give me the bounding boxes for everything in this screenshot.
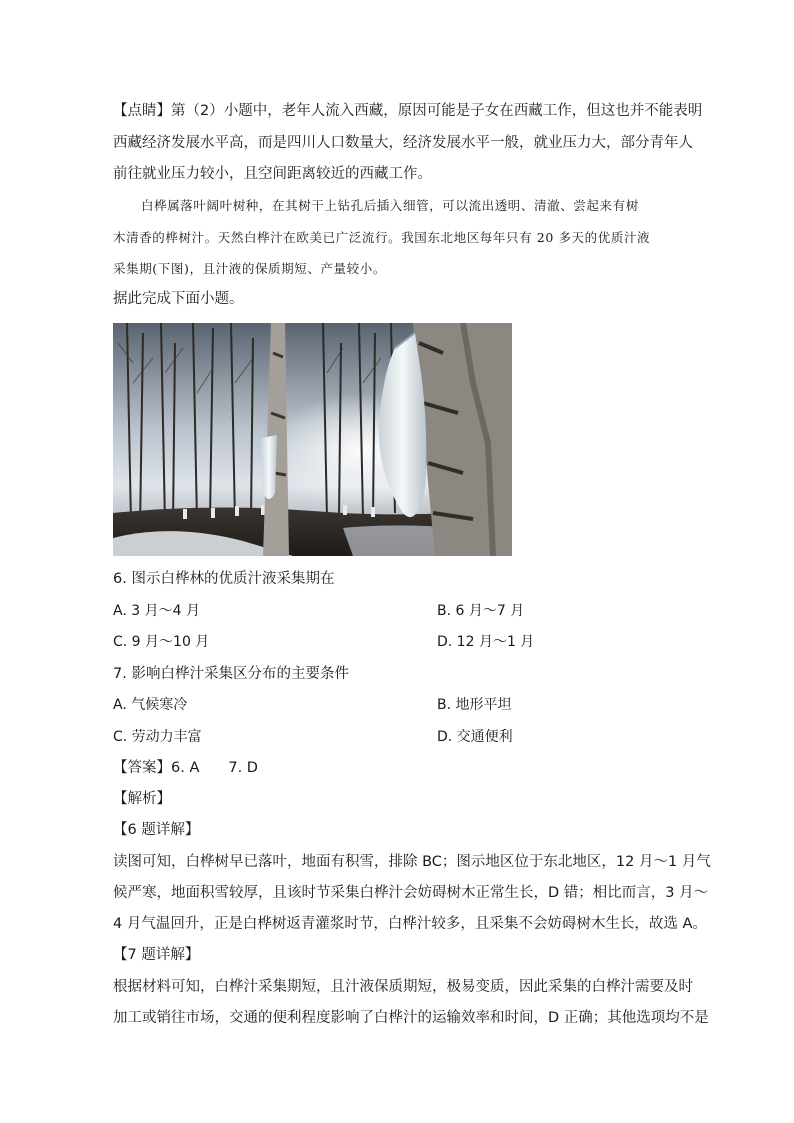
q6-detail-line-3: 4 月气温回升，正是白桦树返青灌浆时节，白桦汁较多，且采集不会妨碍树木生长，故选 A。 bbox=[113, 916, 707, 932]
dianjing-line-2: 西藏经济发展水平高，而是四川人口数量大，经济发展水平一般，就业压力大，部分青年人 bbox=[113, 135, 693, 151]
q7-detail-line-1: 根据材料可知，白桦汁采集期短，且汁液保质期短，极易变质，因此采集的白桦汁需要及时 bbox=[113, 979, 693, 995]
q6-option-c: C. 9 月～10 月 bbox=[113, 634, 210, 650]
material-line-3: 采集期(下图)，且汁液的保质期短、产量较小。 bbox=[113, 261, 386, 276]
dianjing-line-3: 前往就业压力较小，且空间距离较近的西藏工作。 bbox=[113, 166, 432, 182]
q6-detail-title: 【6 题详解】 bbox=[113, 822, 200, 838]
q6-detail-line-2: 候严寒，地面积雪较厚，且该时节采集白桦汁会妨碍树木正常生长，D 错；相比而言，3 月～ bbox=[113, 885, 709, 901]
answer-line bbox=[113, 758, 258, 778]
q7-option-a: A. 气候寒冷 bbox=[113, 697, 188, 713]
analysis-label: 【解析】 bbox=[113, 791, 171, 807]
q6-option-b: B. 6 月～7 月 bbox=[437, 603, 525, 619]
q7-option-b: B. 地形平坦 bbox=[437, 697, 512, 713]
answer-label: 【答案】 bbox=[113, 760, 171, 776]
answer-text: 6. A 7. D bbox=[171, 760, 258, 776]
q7-detail-title: 【7 题详解】 bbox=[113, 947, 200, 963]
q6-stem: 6. 图示白桦林的优质汁液采集期在 bbox=[113, 571, 335, 587]
dianjing-line-1: 【点睛】第（2）小题中，老年人流入西藏，原因可能是子女在西藏工作，但这也并不能表明 bbox=[113, 103, 703, 119]
q7-option-d: D. 交通便利 bbox=[437, 729, 513, 745]
q6-option-a: A. 3 月～4 月 bbox=[113, 603, 200, 619]
q7-stem: 7. 影响白桦汁采集区分布的主要条件 bbox=[113, 666, 349, 682]
q7-option-c: C. 劳动力丰富 bbox=[113, 729, 202, 745]
birch-sap-photo bbox=[113, 323, 512, 556]
q6-option-d: D. 12 月～1 月 bbox=[437, 634, 535, 650]
material-line-1: 白桦属落叶阔叶树种，在其树干上钻孔后插入细管，可以流出透明、清澈、尝起来有树 bbox=[141, 198, 639, 213]
material-prompt: 据此完成下面小题。 bbox=[113, 291, 244, 307]
q6-detail-line-1: 读图可知，白桦树早已落叶，地面有积雪，排除 BC；图示地区位于东北地区，12 月～1 月气 bbox=[113, 854, 711, 870]
material-line-2: 木清香的桦树汁。天然白桦汁在欧美已广泛流行。我国东北地区每年只有 20 多天的优质汁液 bbox=[113, 230, 651, 245]
q7-detail-line-2: 加工或销往市场，交通的便利程度影响了白桦汁的运输效率和时间，D 正确；其他选项均不是 bbox=[113, 1010, 709, 1026]
